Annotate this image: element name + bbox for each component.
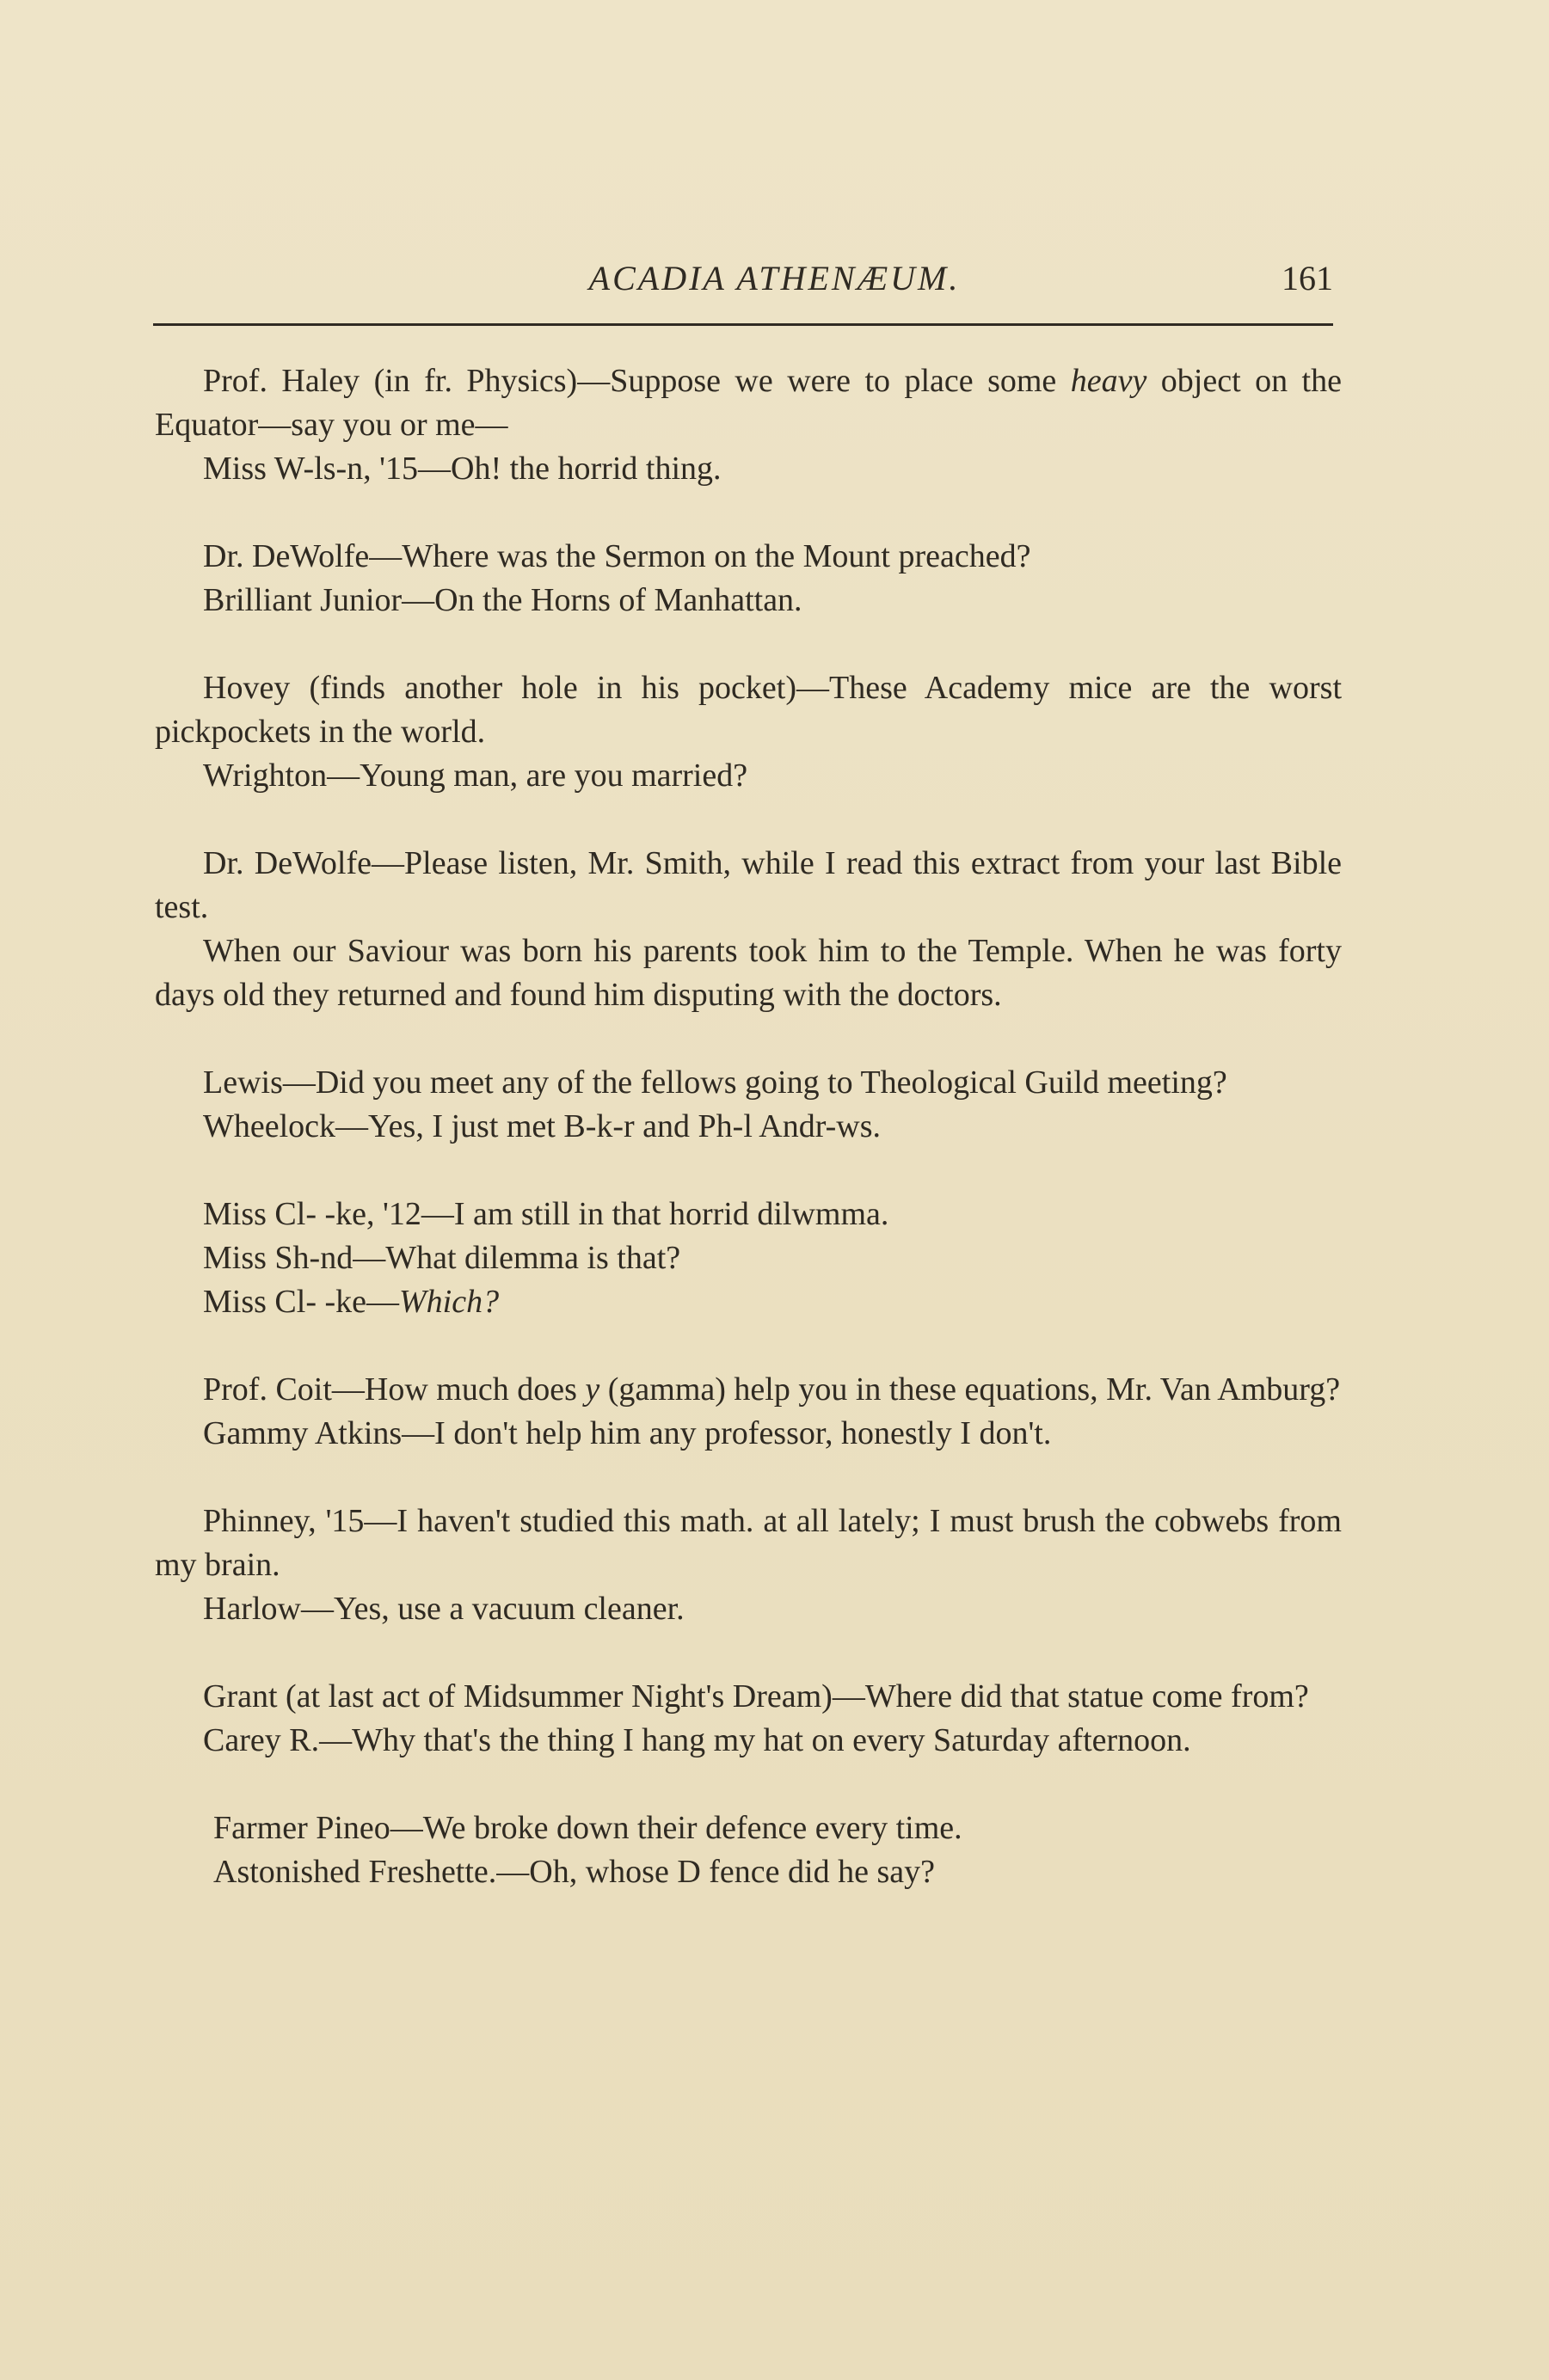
dialogue-line: [155, 842, 1342, 929]
dialogue-entry: [155, 1675, 1342, 1763]
line-text: Prof. Haley (in fr. Physics)—Suppose we were to place some: [203, 363, 1071, 399]
page-header: [0, 258, 1549, 318]
dialogue-entry: [155, 1368, 1342, 1456]
italic-text: y: [585, 1371, 600, 1408]
dialogue-line: [155, 359, 1342, 447]
page-content: [155, 359, 1342, 1938]
line-text: (gamma) help you in these equations, Mr. Van Amburg?: [599, 1371, 1341, 1408]
line-text: Carey R.—Why that's the thing I hang my hat on every Saturday afternoon.: [203, 1722, 1191, 1758]
line-text: When our Saviour was born his parents took him to the Temple. When he was forty days old they returned and found him disputing with the doctors.: [155, 933, 1342, 1013]
running-head: ACADIA ATHENÆUM.: [588, 259, 961, 298]
dialogue-line: [155, 447, 1342, 491]
line-text: Miss Cl- -ke, '12—I am still in that horrid dilwmma.: [203, 1196, 889, 1232]
line-text: Farmer Pineo—We broke down their defence every time.: [213, 1810, 962, 1846]
dialogue-line: [155, 579, 1342, 623]
line-text: Grant (at last act of Midsummer Night's Dream)—Where did that statue come from?: [203, 1678, 1309, 1714]
dialogue-entry: [155, 842, 1342, 1017]
dialogue-line: [155, 1368, 1342, 1412]
line-text: Miss W-ls-n, '15—Oh! the horrid thing.: [203, 451, 722, 487]
line-text: Phinney, '15—I haven't studied this math. at all lately; I must brush the cobwebs from my brain.: [155, 1503, 1342, 1583]
line-text: Astonished Freshette.—Oh, whose D fence did he say?: [213, 1854, 935, 1890]
line-text: Hovey (finds another hole in his pocket)—These Academy mice are the worst pickpockets in the world.: [155, 670, 1342, 750]
dialogue-line: [155, 929, 1342, 1017]
line-text: Dr. DeWolfe—Please listen, Mr. Smith, while I read this extract from your last Bible test.: [155, 845, 1342, 925]
header-rule: [153, 323, 1333, 326]
line-text: Harlow—Yes, use a vacuum cleaner.: [203, 1591, 685, 1627]
dialogue-line: [155, 1719, 1342, 1763]
line-text: Lewis—Did you meet any of the fellows going to Theological Guild meeting?: [203, 1064, 1227, 1101]
dialogue-entry: [155, 1500, 1342, 1631]
dialogue-entry: [155, 359, 1342, 491]
dialogue-line: [155, 1500, 1342, 1587]
line-text: Wrighton—Young man, are you married?: [203, 758, 748, 794]
line-text: object on the Equator—say you or me—: [155, 363, 1342, 443]
dialogue-entry: [155, 1193, 1342, 1324]
dialogue-line: [155, 1280, 1342, 1324]
line-text: Brilliant Junior—On the Horns of Manhattan.: [203, 582, 802, 618]
dialogue-line: [155, 1236, 1342, 1280]
dialogue-entry: [155, 1061, 1342, 1149]
italic-text: Which?: [399, 1284, 500, 1320]
dialogue-line: [155, 1193, 1342, 1236]
dialogue-line: [155, 535, 1342, 579]
dialogue-line: [155, 1412, 1342, 1456]
dialogue-entry: [155, 535, 1342, 623]
line-text: Wheelock—Yes, I just met B-k-r and Ph-l Andr-ws.: [203, 1108, 881, 1144]
line-text: Gammy Atkins—I don't help him any professor, honestly I don't.: [203, 1415, 1052, 1451]
dialogue-line: [155, 1587, 1342, 1631]
dialogue-entry: [165, 1806, 1342, 1894]
page-number: 161: [1282, 259, 1333, 298]
line-text: Miss Cl- -ke—: [203, 1284, 399, 1320]
dialogue-line: [155, 1105, 1342, 1149]
dialogue-line: [155, 1061, 1342, 1105]
line-text: Dr. DeWolfe—Where was the Sermon on the Mount preached?: [203, 538, 1031, 574]
line-text: Prof. Coit—How much does: [203, 1371, 586, 1408]
dialogue-line: [155, 666, 1342, 754]
dialogue-line: [155, 1675, 1342, 1719]
dialogue-line: [165, 1806, 1342, 1850]
dialogue-entry: [155, 666, 1342, 798]
italic-text: heavy: [1070, 363, 1147, 399]
dialogue-line: [165, 1850, 1342, 1894]
line-text: Miss Sh-nd—What dilemma is that?: [203, 1240, 681, 1276]
dialogue-line: [155, 754, 1342, 798]
